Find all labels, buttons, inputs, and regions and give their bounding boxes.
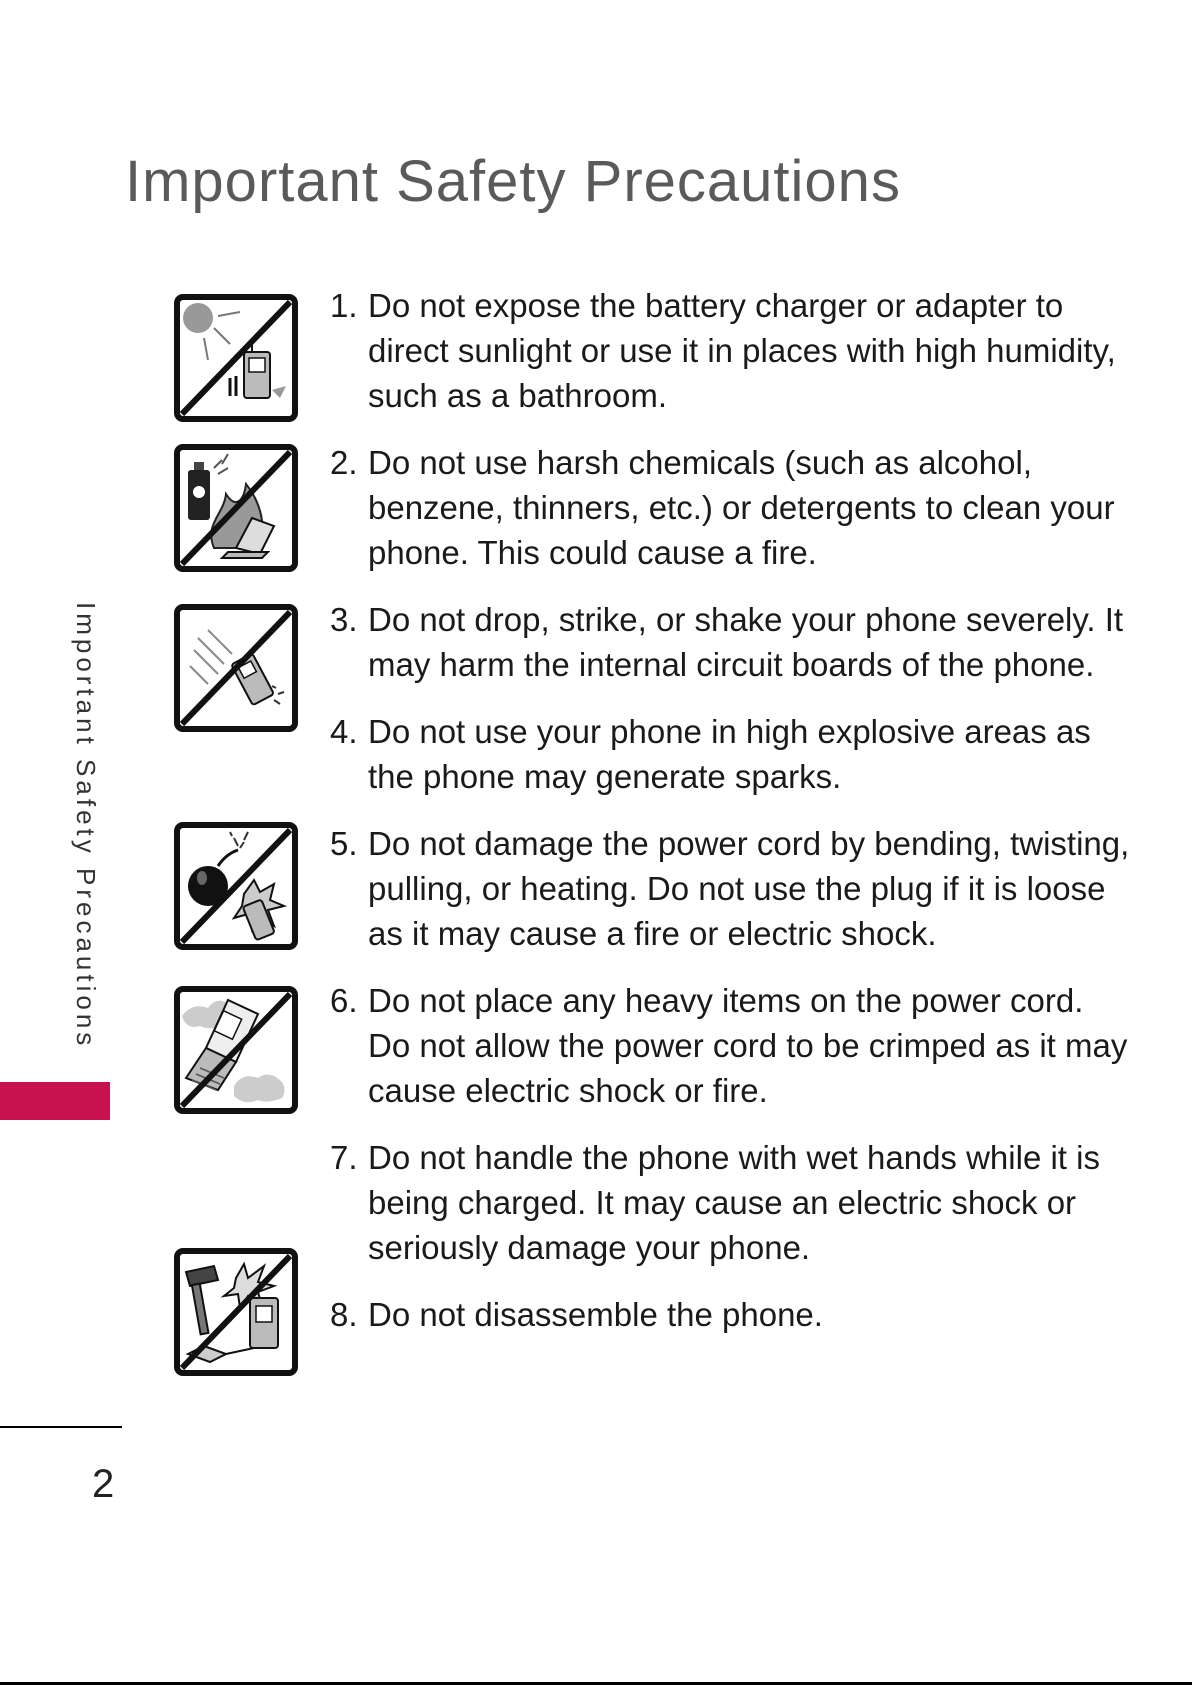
- crushed-cord-icon: [174, 986, 298, 1114]
- list-item-number: 4.: [330, 713, 358, 750]
- list-item-text: Do not use harsh chemicals (such as alcohol, benzene, thinners, etc.) or detergents to clean your phone. This could cause a fire.: [368, 444, 1115, 571]
- list-item: [330, 1292, 1130, 1337]
- list-item-text: Do not drop, strike, or shake your phone severely. It may harm the internal circuit boards of the phone.: [368, 601, 1124, 683]
- list-item-text: Do not damage the power cord by bending, twisting, pulling, or heating. Do not use the plug if it is loose as it may cause a fire or electric shock.: [368, 825, 1130, 952]
- page-title: Important Safety Precautions: [125, 149, 901, 214]
- list-item-number: 7.: [330, 1139, 358, 1176]
- list-item-number: 2.: [330, 444, 358, 481]
- list-item-number: 1.: [330, 287, 358, 324]
- list-item: [330, 283, 1130, 418]
- list-item: [330, 440, 1130, 575]
- explosive-icon: [174, 822, 298, 950]
- list-item-text: Do not handle the phone with wet hands while it is being charged. It may cause an electric shock or seriously damage your phone.: [368, 1139, 1100, 1266]
- list-item-text: Do not place any heavy items on the power cord. Do not allow the power cord to be crimped as it may cause electric shock or fire.: [368, 982, 1128, 1109]
- list-item: [330, 978, 1130, 1113]
- list-item: [330, 1135, 1130, 1270]
- list-item-number: 8.: [330, 1296, 358, 1333]
- list-item-number: 5.: [330, 825, 358, 862]
- drop-shake-icon: [174, 604, 298, 732]
- list-item-number: 3.: [330, 601, 358, 638]
- list-item-text: Do not disassemble the phone.: [368, 1296, 823, 1333]
- list-item-text: Do not expose the battery charger or adapter to direct sunlight or use it in places with high humidity, such as a bathroom.: [368, 287, 1116, 414]
- side-section-label: Important Safety Precautions: [71, 602, 101, 1050]
- sunlight-humidity-icon: [174, 294, 298, 422]
- chemicals-fire-icon: [174, 444, 298, 572]
- list-item-number: 6.: [330, 982, 358, 1019]
- footer-divider: [0, 1426, 122, 1428]
- list-item: [330, 709, 1130, 799]
- list-item: [330, 821, 1130, 956]
- page-number: 2: [92, 1462, 115, 1506]
- list-item: [330, 597, 1130, 687]
- disassemble-icon: [174, 1248, 298, 1376]
- list-item-text: Do not use your phone in high explosive areas as the phone may generate sparks.: [368, 713, 1091, 795]
